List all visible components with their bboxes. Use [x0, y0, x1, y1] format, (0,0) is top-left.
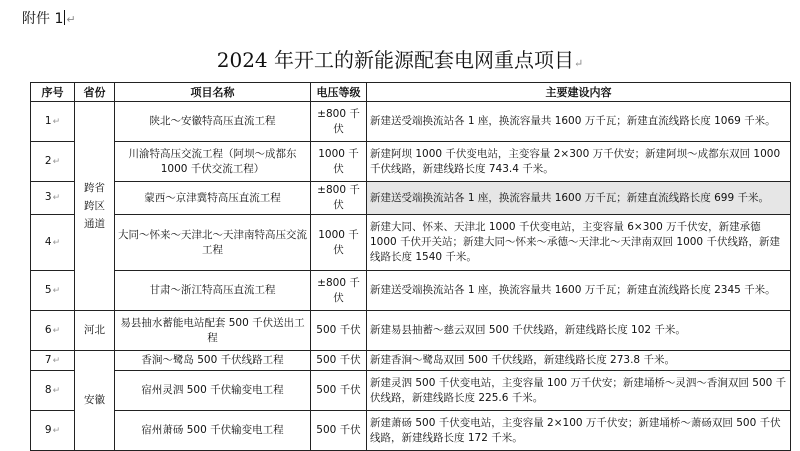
row-number: 6↵ — [31, 311, 75, 351]
return-mark-icon: ↵ — [574, 57, 584, 70]
province-cell: 河北 — [75, 311, 115, 351]
attachment-label: 附件 1 ↵ — [22, 11, 76, 27]
project-name: 大同～怀来～天津北～天津南特高压交流工程 — [115, 215, 311, 271]
table-row — [31, 142, 791, 182]
voltage-level: 500 千伏 — [311, 411, 367, 451]
project-name: 香涧～鹭岛 500 千伏线路工程 — [115, 351, 311, 371]
table-row — [31, 311, 791, 351]
voltage-level: 1000 千伏 — [311, 142, 367, 182]
row-number: 8↵ — [31, 371, 75, 411]
construction-content: 新建易县抽蓄～慈云双回 500 千伏线路，新建线路长度 102 千米。 — [367, 311, 791, 351]
table-row — [31, 411, 791, 451]
construction-content: 新建萧砀 500 千伏变电站，主变容量 2×100 万千伏安；新建埇桥～萧砀双回 500 千伏线路，新建线路长度 172 千米。 — [367, 411, 791, 451]
table-row — [31, 182, 791, 215]
project-name: 川渝特高压交流工程（阿坝～成都东 1000 千伏交流工程） — [115, 142, 311, 182]
project-name: 甘肃～浙江特高压直流工程 — [115, 271, 311, 311]
table-row — [31, 351, 791, 371]
construction-content: 新建送受端换流站各 1 座，换流容量共 1600 万千瓦；新建直流线路长度 2345 千米。 — [367, 271, 791, 311]
voltage-level: 500 千伏 — [311, 371, 367, 411]
row-number: 1↵ — [31, 102, 75, 142]
table-header-row — [31, 83, 791, 102]
row-number: 5↵ — [31, 271, 75, 311]
construction-content: 新建大同、怀来、天津北 1000 千伏变电站，主变容量 6×300 万千伏安，新建承德 1000 千伏开关站；新建大同～怀来～承德～天津北～天津南双回 1000 千伏线路，新建线路长度 1540 千米。 — [367, 215, 791, 271]
voltage-level: ±800 千伏 — [311, 102, 367, 142]
row-number: 3↵ — [31, 182, 75, 215]
table-row — [31, 215, 791, 271]
table-row — [31, 271, 791, 311]
projects-table — [30, 82, 791, 451]
voltage-level: ±800 千伏 — [311, 182, 367, 215]
voltage-level: 500 千伏 — [311, 311, 367, 351]
voltage-level: 500 千伏 — [311, 351, 367, 371]
row-number: 7↵ — [31, 351, 75, 371]
return-mark-icon: ↵ — [66, 13, 76, 26]
province-cell: 跨省跨区通道 — [75, 102, 115, 311]
document-title: 2024 年开工的新能源配套电网重点项目↵ — [216, 48, 584, 72]
row-number: 4↵ — [31, 215, 75, 271]
column-header-province: 省份 — [75, 83, 115, 102]
construction-content: 新建送受端换流站各 1 座，换流容量共 1600 万千瓦；新建直流线路长度 699 千米。 — [367, 182, 791, 215]
project-name: 易县抽水蓄能电站配套 500 千伏送出工程 — [115, 311, 311, 351]
project-name: 陕北～安徽特高压直流工程 — [115, 102, 311, 142]
column-header-content: 主要建设内容 — [367, 83, 791, 102]
construction-content: 新建阿坝 1000 千伏变电站，主变容量 2×300 万千伏安；新建阿坝～成都东双回 1000 千伏线路，新建线路长度 743.4 千米。 — [367, 142, 791, 182]
column-header-voltage: 电压等级 — [311, 83, 367, 102]
column-header-project-name: 项目名称 — [115, 83, 311, 102]
province-cell: 安徽 — [75, 351, 115, 451]
table-row — [31, 371, 791, 411]
row-number: 9↵ — [31, 411, 75, 451]
voltage-level: 1000 千伏 — [311, 215, 367, 271]
construction-content: 新建香涧～鹭岛双回 500 千伏线路，新建线路长度 273.8 千米。 — [367, 351, 791, 371]
table-row — [31, 102, 791, 142]
project-name: 宿州萧砀 500 千伏输变电工程 — [115, 411, 311, 451]
voltage-level: ±800 千伏 — [311, 271, 367, 311]
column-header-no: 序号 — [31, 83, 75, 102]
project-name: 宿州灵泗 500 千伏输变电工程 — [115, 371, 311, 411]
construction-content: 新建送受端换流站各 1 座，换流容量共 1600 万千瓦；新建直流线路长度 1069 千米。 — [367, 102, 791, 142]
row-number: 2↵ — [31, 142, 75, 182]
project-name: 蒙西～京津冀特高压直流工程 — [115, 182, 311, 215]
construction-content: 新建灵泗 500 千伏变电站，主变容量 100 万千伏安；新建埇桥～灵泗～香涧双回 500 千伏线路，新建线路长度 225.6 千米。 — [367, 371, 791, 411]
